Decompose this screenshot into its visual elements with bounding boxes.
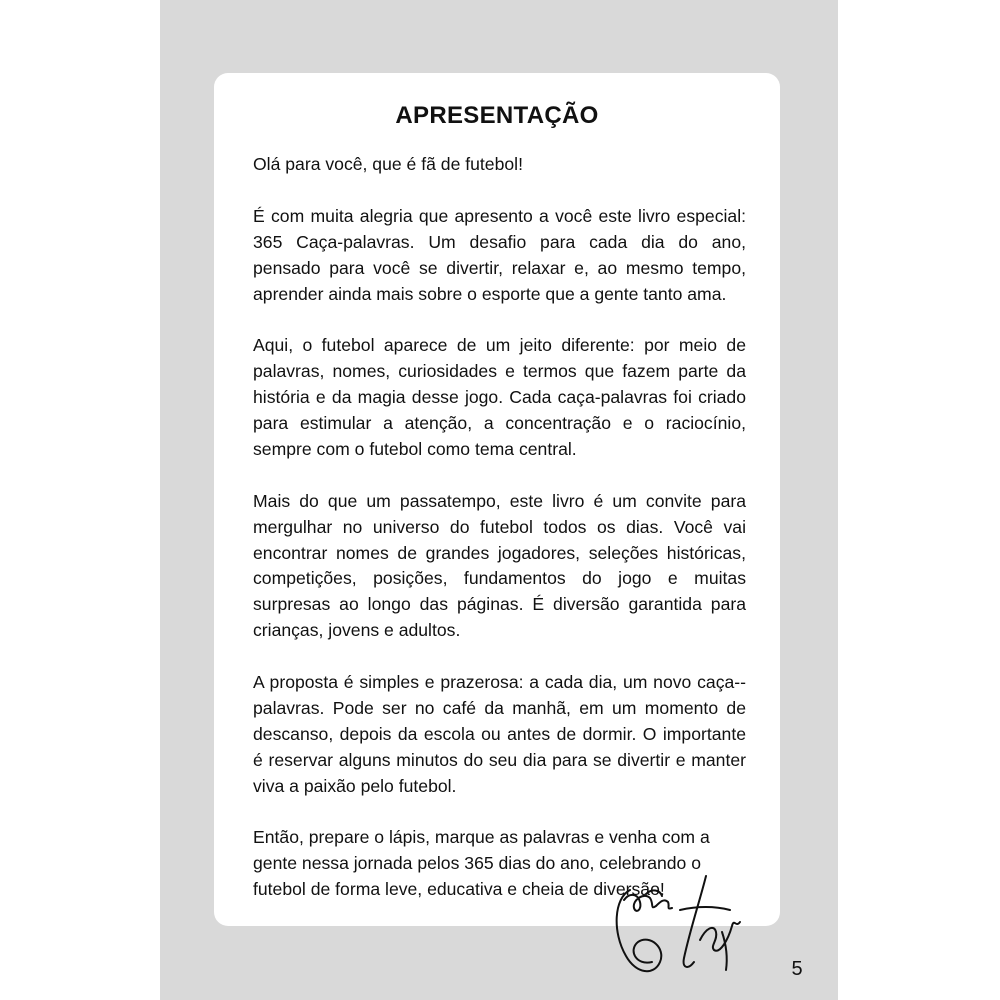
paragraph-football: Aqui, o futebol aparece de um jeito diferente: por meio de palavras, nomes, curiosidades e termos que fazem parte da história e da magia desse jogo. Cada caça-palavras foi criado para estimular a atenção, a concentração e o raciocínio, sempre com o futebol como tema central. (253, 335, 746, 459)
body-text (253, 152, 746, 929)
paragraph-intro: É com muita alegria que apresento a você este livro especial: 365 Caça-palavras. Um desafio para cada dia do ano, pensado para você se divertir, relaxar e, ao mesmo tempo, aprender ainda mais sobre o esporte que a gente tanto ama. (253, 205, 746, 304)
paragraph-closing: Então, prepare o lápis, marque as palavras e venha com a gente nessa jornada pelos 365 dias do ano, celebrando o futebol de forma leve, educativa e cheia de diversão! (253, 827, 710, 900)
page-title: APRESENTAÇÃO (395, 102, 599, 129)
paragraph-greeting: Olá para você, que é fã de futebol! (253, 154, 523, 174)
page-number: 5 (791, 958, 803, 980)
paragraph-proposal: A proposta é simples e prazerosa: a cada dia, um novo caça--palavras. Pode ser no café da manhã, em um momento de descanso, depois da escola ou antes de dormir. O importante é reservar alguns minutos do seu dia para se divertir e manter viva a paixão pelo futebol. (253, 672, 746, 796)
handwritten-signature-icon (610, 870, 745, 982)
paragraph-pastime: Mais do que um passatempo, este livro é um convite para mergulhar no universo do futebol todos os dias. Você vai encontrar nomes de grandes jogadores, seleções históricas, competições, posições, fundamentos do jogo e muitas surpresas ao longo das páginas. É diversão garantida para crianças, jovens e adultos. (253, 490, 746, 641)
